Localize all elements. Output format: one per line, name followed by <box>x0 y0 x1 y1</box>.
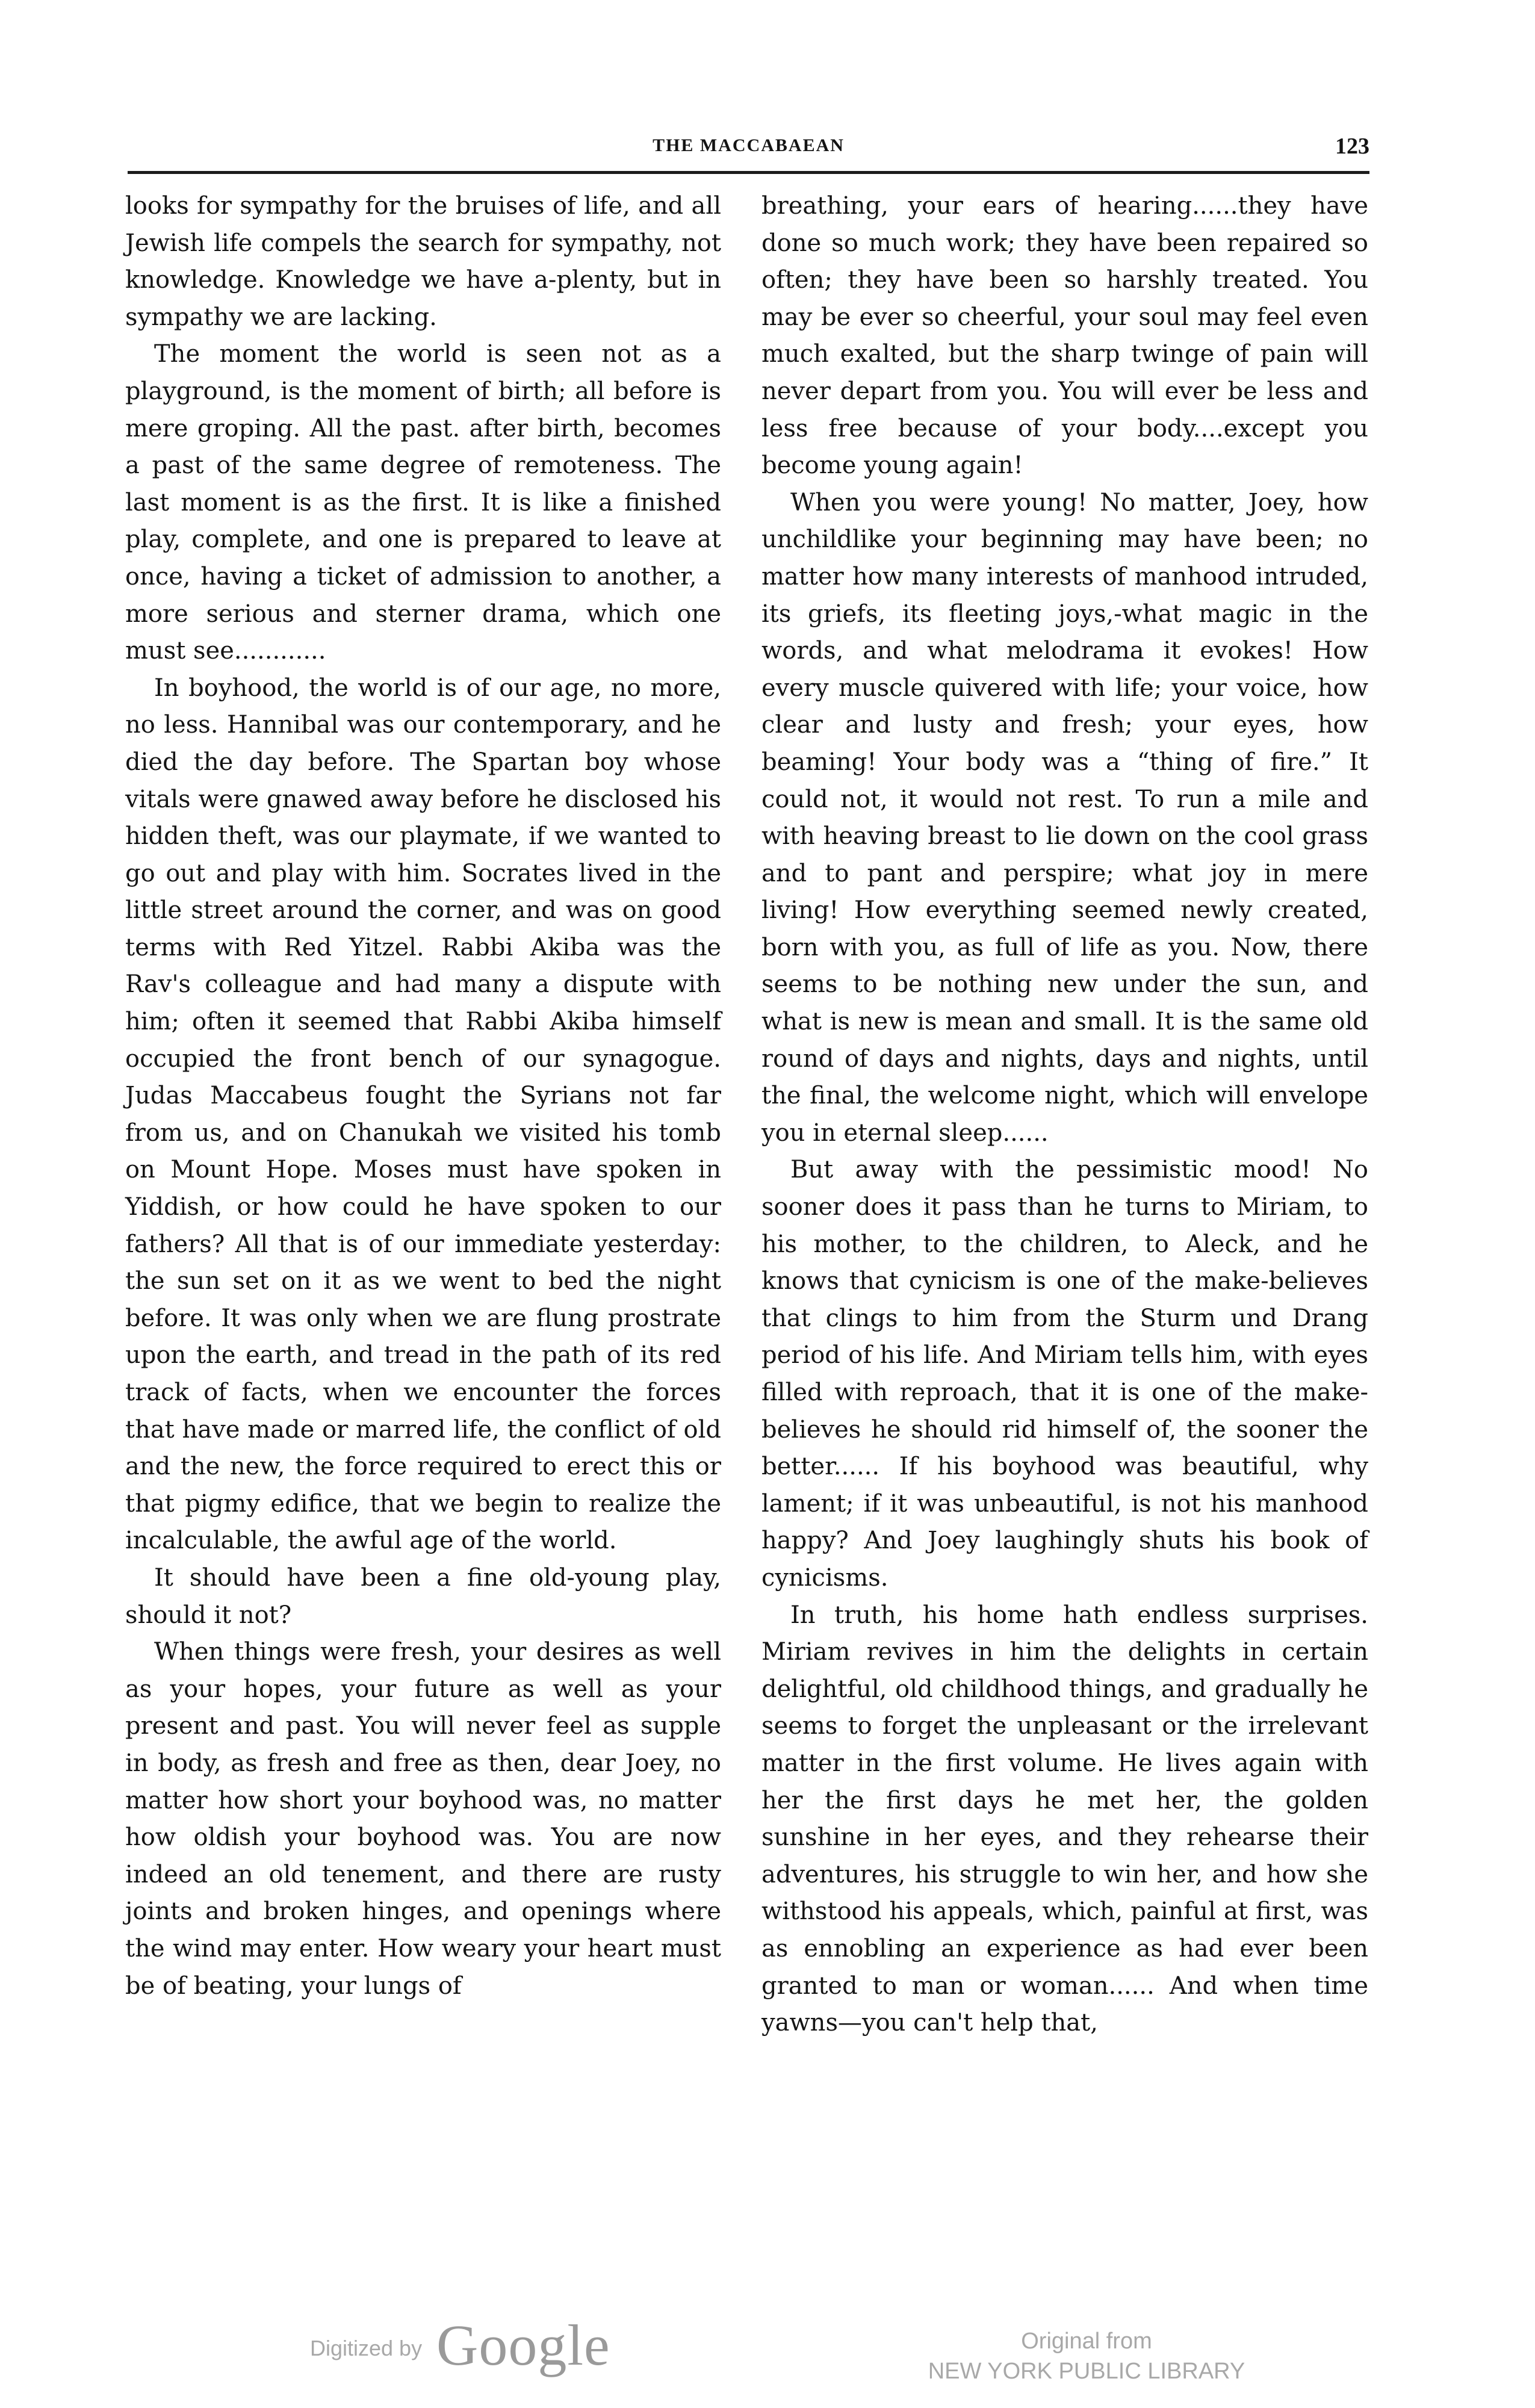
google-logo: Google <box>436 2313 610 2377</box>
page-number: 123 <box>1335 134 1369 159</box>
scan-watermark-footer <box>0 2312 1535 2402</box>
paragraph: When things were fresh, your desires as well as your hopes, your future as well as your present and past. You will never feel as supple in body, as fresh and free as then, dear Joey, no matter how short your boyhood was, no matter how oldish your boyhood was. You are now indeed an old tenement, and there are rusty joints and broken hinges, and openings where the wind may enter. How weary your heart must be of beating, your lungs of <box>125 1638 721 2000</box>
left-column <box>125 188 721 2005</box>
paragraph: In boyhood, the world is of our age, no more, no less. Hannibal was our contemporary, and he died the day before. The Spartan boy whose vitals were gnawed away before he disclosed his hidden theft, was our playmate, if we wanted to go out and play with him. Socrates lived in the little street around the corner, and was on good terms with Red Yitzel. Rabbi Akiba was the Rav's colleague and had many a dispute with him; often it seemed that Rabbi Akiba himself occupied the front bench of our synagogue. Judas Maccabeus fought the Syrians not far from us, and on Chanukah we visited his tomb on Mount Hope. Moses must have spoken in Yiddish, or how could he have spoken to our fathers? All that is of our immediate yesterday: the sun set on it as we went to bed the night before. It was only when we are flung prostrate upon the earth, and tread in the path of its red track of facts, when we encounter the forces that have made or marred life, the conflict of old and the new, the force required to erect this or that pigmy edifice, that we begin to realize the incalculable, the awful age of the world. <box>125 674 721 1555</box>
running-header <box>128 135 1369 166</box>
original-from-label: Original from <box>1021 2329 1152 2354</box>
library-name: NEW YORK PUBLIC LIBRARY <box>928 2359 1245 2384</box>
paragraph: breathing, your ears of hearing......they have done so much work; they have been repaired so often; they have been so harshly treated. You may be ever so cheerful, your soul may feel even much exalted, but the sharp twinge of pain will never depart from you. You will ever be less and less free because of your body....except you become young again! <box>761 192 1368 480</box>
paragraph: It should have been a fine old-young play, should it not? <box>125 1563 721 1629</box>
paragraph: The moment the world is seen not as a playground, is the moment of birth; all before is mere groping. All the past. after birth, becomes a past of the same degree of remoteness. The last moment is as the first. It is like a finished play, complete, and one is prepared to leave at once, having a ticket of admission to another, a more serious and sterner drama, which one must see............ <box>125 340 721 665</box>
running-title: THE MACCABAEAN <box>653 135 845 155</box>
paragraph: In truth, his home hath endless surprises. Miriam revives in him the delights in certain delightful, old childhood things, and gradually he seems to forget the unpleasant or the irrelevant matter in the first volume. He lives again with her the first days he met her, the golden sunshine in her eyes, and they rehearse their adventures, his struggle to win her, and how she withstood his appeals, which, painful at first, was as ennobling an experience as had ever been granted to man or woman...... And when time yawns—you can't help that, <box>761 1601 1368 2037</box>
source-library-label <box>897 2326 1276 2386</box>
header-rule <box>128 171 1369 174</box>
right-column <box>761 188 1368 2042</box>
paragraph: When you were young! No matter, Joey, how unchildlike your beginning may have been; no matter how many interests of manhood intruded, its griefs, its fleeting joys,-what magic in the words, and what melodrama it evokes! How every muscle quivered with life; your voice, how clear and lusty and fresh; your eyes, how beaming! Your body was a “thing of fire.” It could not, it would not rest. To run a mile and with heaving breast to lie down on the cool grass and to pant and perspire; what joy in mere living! How everything seemed newly created, born with you, as full of life as you. Now, there seems to be nothing new under the sun, and what is new is mean and small. It is the same old round of days and nights, days and nights, until the final, the welcome night, which will envelope you in eternal sleep...... <box>761 488 1368 1147</box>
paragraph: But away with the pessimistic mood! No sooner does it pass than he turns to Miriam, to his mother, to the children, to Aleck, and he knows that cynicism is one of the make-believes that clings to him from the Sturm und Drang period of his life. And Miriam tells him, with eyes filled with reproach, that it is one of the make- believes he should rid himself of, the sooner the better...... If his boyhood was beautiful, why lament; if it was unbeautiful, is not his manhood happy? And Joey laughingly shuts his book of cynicisms. <box>761 1156 1368 1592</box>
paragraph: looks for sympathy for the bruises of life, and all Jewish life compels the search for sympathy, not knowledge. Knowledge we have a-plenty, but in sympathy we are lacking. <box>125 192 721 331</box>
digitized-by-label: Digitized by <box>310 2336 423 2360</box>
